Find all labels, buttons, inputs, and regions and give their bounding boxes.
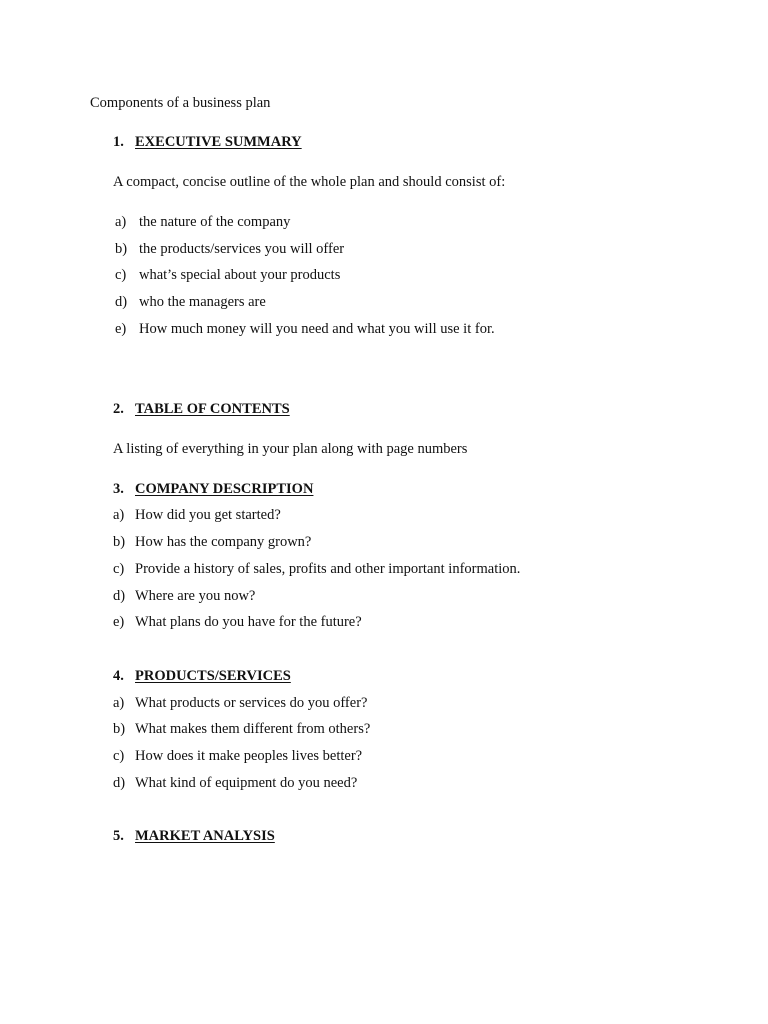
list-item xyxy=(113,613,362,631)
list-marker: e) xyxy=(115,321,127,337)
section-2-heading xyxy=(113,400,290,418)
list-marker: a) xyxy=(113,507,125,523)
list-marker: b) xyxy=(113,534,126,550)
list-marker: d) xyxy=(113,588,126,604)
list-item xyxy=(113,694,367,712)
list-item-text: the products/services you will offer xyxy=(139,241,345,257)
section-title: PRODUCTS/SERVICES xyxy=(135,668,291,684)
section-title: TABLE OF CONTENTS xyxy=(135,401,290,417)
list-marker: e) xyxy=(113,614,125,630)
section-title: COMPANY DESCRIPTION xyxy=(135,481,314,497)
list-item-text: How did you get started? xyxy=(135,507,281,523)
list-item-text: the nature of the company xyxy=(139,214,291,230)
list-marker: c) xyxy=(113,748,125,764)
list-item xyxy=(113,587,255,605)
list-item xyxy=(115,320,495,338)
list-item-text: How much money will you need and what you will use it for. xyxy=(139,321,495,337)
list-item xyxy=(113,533,311,551)
list-marker: c) xyxy=(115,267,127,283)
section-1-intro: A compact, concise outline of the whole plan and should consist of: xyxy=(113,174,506,190)
list-item-text: How has the company grown? xyxy=(135,534,312,550)
list-item-text: What makes them different from others? xyxy=(135,721,371,737)
list-item-text: Where are you now? xyxy=(135,588,256,604)
section-2-intro: A listing of everything in your plan along with page numbers xyxy=(113,441,468,457)
list-item xyxy=(113,560,520,578)
section-title: EXECUTIVE SUMMARY xyxy=(135,134,302,150)
list-marker: c) xyxy=(113,561,125,577)
list-item-text: What products or services do you offer? xyxy=(135,695,368,711)
list-item-text: What kind of equipment do you need? xyxy=(135,775,358,791)
section-3-heading xyxy=(113,480,313,498)
list-marker: a) xyxy=(113,695,125,711)
list-marker: b) xyxy=(113,721,126,737)
list-item xyxy=(115,213,290,231)
list-item xyxy=(115,240,344,258)
section-number: 4. xyxy=(113,668,124,684)
list-item-text: What plans do you have for the future? xyxy=(135,614,362,630)
section-1-heading xyxy=(113,133,302,151)
section-5-heading xyxy=(113,827,275,845)
list-marker: d) xyxy=(113,775,126,791)
list-marker: d) xyxy=(115,294,128,310)
list-item-text: How does it make peoples lives better? xyxy=(135,748,363,764)
section-number: 3. xyxy=(113,481,124,497)
list-item xyxy=(113,774,357,792)
list-item-text: who the managers are xyxy=(139,294,266,310)
section-number: 1. xyxy=(113,134,124,150)
list-item xyxy=(113,506,281,524)
list-item-text: Provide a history of sales, profits and other important information. xyxy=(135,561,521,577)
list-item xyxy=(115,293,266,311)
section-number: 2. xyxy=(113,401,124,417)
section-title: MARKET ANALYSIS xyxy=(135,828,275,844)
list-marker: a) xyxy=(115,214,127,230)
list-item xyxy=(113,720,370,738)
list-marker: b) xyxy=(115,241,128,257)
list-item-text: what’s special about your products xyxy=(139,267,341,283)
document-title: Components of a business plan xyxy=(90,95,271,111)
list-item xyxy=(113,747,362,765)
section-4-heading xyxy=(113,667,291,685)
list-item xyxy=(115,266,340,284)
section-number: 5. xyxy=(113,828,124,844)
